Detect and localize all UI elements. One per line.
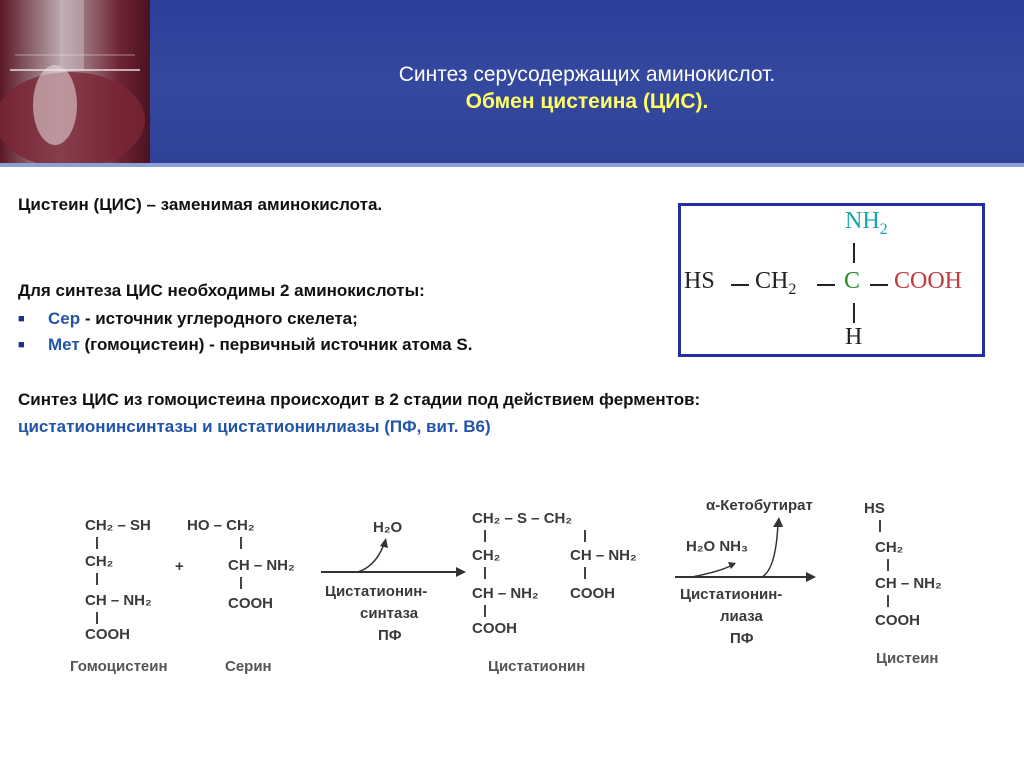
bond-line bbox=[96, 537, 98, 549]
step2-inputs: H₂O NH₃ bbox=[686, 538, 748, 555]
bullet-highlight: Мет bbox=[48, 335, 80, 354]
bond-line bbox=[484, 605, 486, 617]
step1-enzyme-line2: синтаза bbox=[360, 605, 419, 622]
cystathionine-row3-left: CH – NH₂ bbox=[472, 585, 539, 602]
serine-row2: CH – NH₂ bbox=[228, 557, 295, 574]
bond-line bbox=[484, 567, 486, 579]
bullet-methionine bbox=[18, 335, 472, 355]
bond-line bbox=[240, 577, 242, 589]
step2-product: α-Кетобутират bbox=[706, 497, 813, 514]
structure-alpha-carbon: C bbox=[844, 268, 861, 294]
header-divider bbox=[0, 163, 1024, 167]
cysteine-row4: COOH bbox=[875, 612, 920, 629]
bond-line bbox=[853, 303, 855, 323]
structure-thiol: HS bbox=[684, 268, 715, 294]
bond-line bbox=[484, 530, 486, 542]
cysteine-row1: HS bbox=[864, 500, 885, 517]
step1-water: H₂O bbox=[373, 519, 403, 536]
bullet-text: (гомоцистеин) - первичный источник атома S. bbox=[79, 335, 473, 354]
plus-sign: + bbox=[175, 558, 184, 575]
homocysteine-row2: CH₂ bbox=[85, 553, 114, 570]
slide-title: Синтез серусодержащих аминокислот. bbox=[398, 63, 776, 86]
structure-hydrogen: H bbox=[845, 324, 863, 350]
cystathionine-row2-left: CH₂ bbox=[472, 547, 501, 564]
homocysteine-row4: COOH bbox=[85, 626, 130, 643]
bullet-text: - источник углеродного скелета; bbox=[80, 309, 358, 328]
cystathionine-row4: COOH bbox=[472, 620, 517, 637]
bond-line bbox=[879, 520, 881, 532]
homocysteine-row1: CH₂ – SH bbox=[85, 517, 151, 534]
cystathionine-row3-right: COOH bbox=[570, 585, 615, 602]
step1-arrow-icon bbox=[318, 530, 468, 580]
requirements-text: Для синтеза ЦИС необходимы 2 аминокислоты: bbox=[18, 281, 425, 300]
step2-enzyme-line1: Цистатионин- bbox=[680, 586, 783, 603]
bullet-icon: ■ bbox=[18, 339, 25, 351]
structure-carboxyl: COOH bbox=[894, 268, 963, 294]
step2-arrow-icon bbox=[672, 515, 820, 585]
bond-line bbox=[96, 573, 98, 585]
homocysteine-label: Гомоцистеин bbox=[70, 658, 168, 675]
bond-line bbox=[887, 559, 889, 571]
synthesis-text: Синтез ЦИС из гомоцистеина происходит в 2 стадии под действием ферментов: bbox=[18, 390, 701, 409]
structure-amino-group: $NH_2$ bbox=[845, 208, 888, 238]
cystathionine-label: Цистатионин bbox=[488, 658, 586, 675]
bullet-highlight: Сер bbox=[48, 309, 81, 328]
flask-image bbox=[0, 0, 150, 163]
bond-line bbox=[240, 537, 242, 549]
cystathionine-row2-right: CH – NH₂ bbox=[570, 547, 637, 564]
cystathionine-row1: CH₂ – S – CH₂ bbox=[472, 510, 573, 527]
slide-subtitle: Обмен цистеина (ЦИС). bbox=[465, 90, 709, 113]
serine-row3: COOH bbox=[228, 595, 273, 612]
step2-enzyme-line2: лиаза bbox=[720, 608, 763, 625]
intro-text: Цистеин (ЦИС) – заменимая аминокислота. bbox=[18, 195, 383, 214]
bond-line bbox=[870, 284, 888, 286]
serine-label: Серин bbox=[225, 658, 272, 675]
cysteine-row2: CH₂ bbox=[875, 539, 904, 556]
header-band bbox=[0, 0, 1024, 165]
serine-row1: HO – CH₂ bbox=[187, 517, 255, 534]
bullet-serine bbox=[18, 309, 358, 329]
bullet-icon: ■ bbox=[18, 313, 25, 325]
bond-line bbox=[887, 595, 889, 607]
homocysteine-row3: CH – NH₂ bbox=[85, 592, 152, 609]
bond-line bbox=[817, 284, 835, 286]
step1-cofactor: ПФ bbox=[378, 627, 402, 644]
structure-methylene: $CH_2$ bbox=[755, 268, 797, 298]
bond-line bbox=[584, 530, 586, 542]
bond-line bbox=[96, 612, 98, 624]
flask-icon bbox=[0, 0, 150, 163]
bond-line bbox=[584, 567, 586, 579]
cysteine-label: Цистеин bbox=[876, 650, 939, 667]
step1-enzyme-line1: Цистатионин- bbox=[325, 583, 428, 600]
bond-line bbox=[853, 243, 855, 263]
cysteine-row3: CH – NH₂ bbox=[875, 575, 942, 592]
enzymes-text: цистатионинсинтазы и цистатионинлиазы (ПФ, вит. В6) bbox=[18, 417, 491, 436]
cysteine-structure-box bbox=[678, 203, 985, 357]
bond-line bbox=[731, 284, 749, 286]
step2-cofactor: ПФ bbox=[730, 630, 754, 647]
